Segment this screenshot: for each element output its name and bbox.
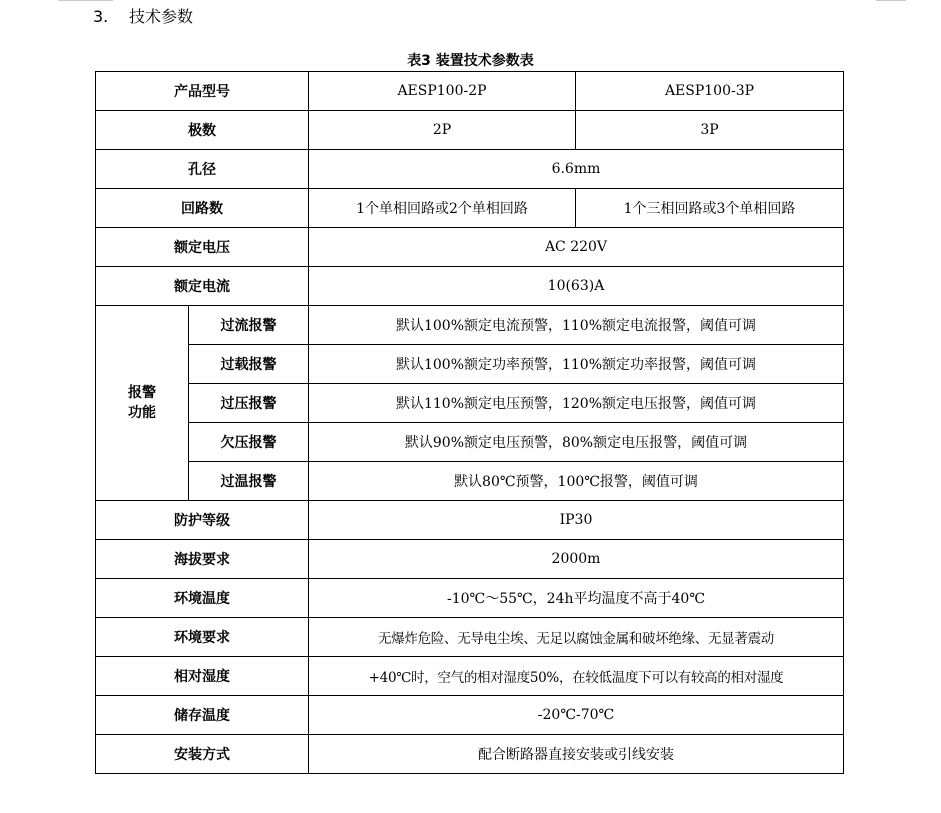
row-label-overload: 过载报警 <box>189 345 309 384</box>
row-label-humidity: 相对湿度 <box>96 657 309 696</box>
cell-circuits-2p: 1个单相回路或2个单相回路 <box>309 189 576 228</box>
table-row <box>96 345 844 384</box>
table-row <box>96 72 844 111</box>
cell-humidity: +40℃时，空气的相对湿度50%，在较低温度下可以有较高的相对湿度 <box>309 657 844 696</box>
table-row <box>96 579 844 618</box>
alarm-function-label <box>96 306 189 501</box>
table-row <box>96 540 844 579</box>
section-number: 3. <box>93 7 109 26</box>
table-row <box>96 501 844 540</box>
section-heading <box>93 4 193 27</box>
row-label-circuits: 回路数 <box>96 189 309 228</box>
cell-current: 10(63)A <box>309 267 844 306</box>
cell-altitude: 2000m <box>309 540 844 579</box>
row-label-voltage: 额定电压 <box>96 228 309 267</box>
table-row <box>96 384 844 423</box>
row-label-undervoltage: 欠压报警 <box>189 423 309 462</box>
table-row <box>96 657 844 696</box>
alarm-group-line-1: 报警 <box>128 385 156 401</box>
top-rule-right <box>876 0 906 1</box>
cell-ambient-temp: -10℃～55℃，24h平均温度不高于40℃ <box>309 579 844 618</box>
row-label-hole: 孔径 <box>96 150 309 189</box>
table-row <box>96 228 844 267</box>
table-row <box>96 696 844 735</box>
table-row <box>96 462 844 501</box>
table-row <box>96 267 844 306</box>
alarm-group-line-2: 功能 <box>128 405 156 421</box>
row-label-model: 产品型号 <box>96 72 309 111</box>
table-row <box>96 150 844 189</box>
row-label-protection: 防护等级 <box>96 501 309 540</box>
table-caption: 表3 装置技术参数表 <box>407 53 534 69</box>
cell-circuits-3p: 1个三相回路或3个单相回路 <box>576 189 844 228</box>
cell-storage-temp: -20℃-70℃ <box>309 696 844 735</box>
row-label-poles: 极数 <box>96 111 309 150</box>
table-row <box>96 618 844 657</box>
table-row <box>96 306 844 345</box>
cell-hole: 6.6mm <box>309 150 844 189</box>
table-row <box>96 423 844 462</box>
cell-undervoltage: 默认90%额定电压预警，80%额定电压报警，阈值可调 <box>309 423 844 462</box>
section-title: 技术参数 <box>129 7 194 26</box>
row-label-altitude: 海拔要求 <box>96 540 309 579</box>
cell-install: 配合断路器直接安装或引线安装 <box>309 735 844 774</box>
cell-overload: 默认100%额定功率预警，110%额定功率报警，阈值可调 <box>309 345 844 384</box>
row-label-overcurrent: 过流报警 <box>189 306 309 345</box>
cell-model-3p: AESP100-3P <box>576 72 844 111</box>
table-row <box>96 189 844 228</box>
row-label-install: 安装方式 <box>96 735 309 774</box>
cell-environment: 无爆炸危险、无导电尘埃、无足以腐蚀金属和破坏绝缘、无显著震动 <box>309 618 844 657</box>
cell-protection: IP30 <box>309 501 844 540</box>
cell-model-2p: AESP100-2P <box>309 72 576 111</box>
table-row <box>96 111 844 150</box>
row-label-environment: 环境要求 <box>96 618 309 657</box>
cell-overtemp: 默认80℃预警，100℃报警，阈值可调 <box>309 462 844 501</box>
row-label-overtemp: 过温报警 <box>189 462 309 501</box>
cell-voltage: AC 220V <box>309 228 844 267</box>
spec-table <box>95 71 844 774</box>
cell-poles-2p: 2P <box>309 111 576 150</box>
table-row <box>96 735 844 774</box>
row-label-storage-temp: 储存温度 <box>96 696 309 735</box>
cell-poles-3p: 3P <box>576 111 844 150</box>
cell-overvoltage: 默认110%额定电压预警，120%额定电压报警，阈值可调 <box>309 384 844 423</box>
row-label-ambient-temp: 环境温度 <box>96 579 309 618</box>
row-label-current: 额定电流 <box>96 267 309 306</box>
top-rule-left <box>58 0 113 1</box>
row-label-overvoltage: 过压报警 <box>189 384 309 423</box>
cell-overcurrent: 默认100%额定电流预警，110%额定电流报警，阈值可调 <box>309 306 844 345</box>
